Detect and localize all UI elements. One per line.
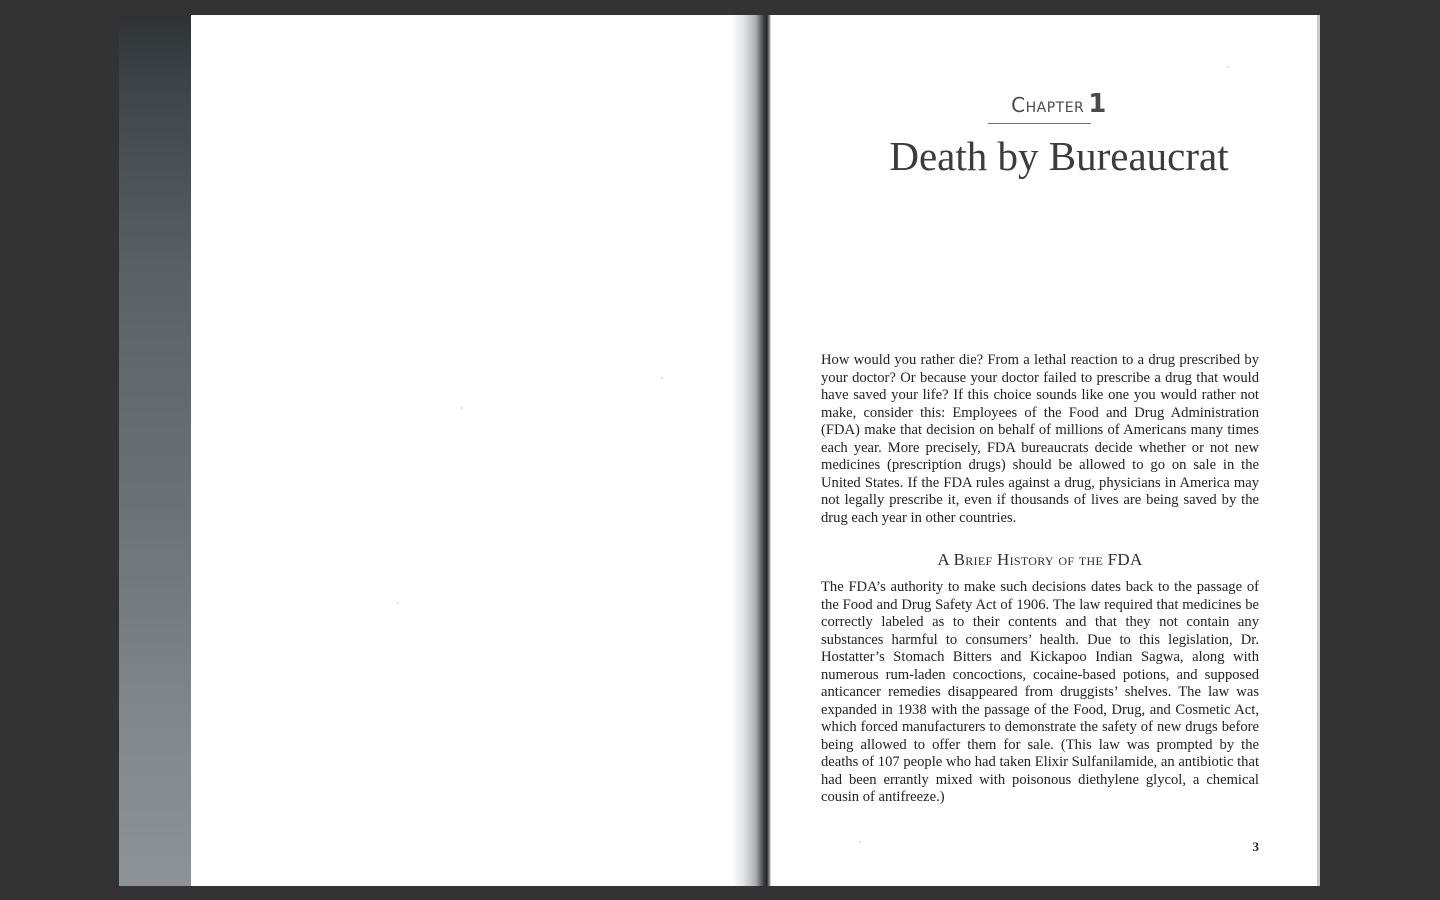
paper-speck (859, 841, 861, 843)
chapter-title: Death by Bureaucrat (889, 133, 1229, 179)
paper-speck (397, 602, 399, 604)
chapter-number: 1 (1088, 89, 1107, 119)
chapter-label (771, 89, 1320, 119)
section-heading: A Brief History of the FDA (937, 550, 1143, 569)
paper-speck (461, 407, 463, 409)
paper-speck (1227, 66, 1229, 68)
right-page (771, 15, 1317, 886)
left-page-edge-shadow (119, 15, 191, 886)
book-spread (119, 15, 1320, 886)
paper-speck (661, 377, 663, 379)
page-number: 3 (1252, 839, 1259, 854)
body-paragraph-2: The FDA’s authority to make such decisions dates back to the passage of the Food and Drug Safety Act of 1906. The law required that medicines be correctly labeled as to their contents and that they not contain any substances harmful to consumers’ health. Due to this legislation, Dr. Hostatter’s Stomach Bitters and Kickapoo Indian Sagwa, along with numerous rum-laden concoctions, cocaine-based potions, and supposed anticancer remedies disappeared from druggists’ shelves. The law was expanded in 1938 with the passage of the Food, Drug, and Cosmetic Act, which forced manufacturers to demonstrate the safety of new drugs before being allowed to offer them for sale. (This law was prompted by the deaths of 107 people who had taken Elixir Sulfanilamide, an antibiotic that had been errantly mixed with poisonous diethylene glycol, a chemical cousin of antifreeze.) (821, 579, 1259, 805)
chapter-word: Chapter (1011, 93, 1085, 117)
right-page-edge (1317, 15, 1320, 886)
body-paragraph-1: How would you rather die? From a lethal reaction to a drug prescribed by your doctor? Or because your doctor failed to prescribe a drug that would have saved your life? If this choice sounds like one you would rather not make, consider this: Employees of the Food and Drug Administration (FDA) make that decision on behalf of millions of Americans many times each year. More precisely, FDA bureaucrats decide whether or not new medicines (prescription drugs) should be allowed to go on sale in the United States. If the FDA rules against a drug, physicians in America may not legally prescribe it, even if thousands of lives are being saved by the drug each year in other countries. (821, 352, 1259, 526)
chapter-rule-divider (988, 123, 1091, 124)
book-gutter (731, 15, 771, 886)
left-page-blank (191, 15, 751, 886)
